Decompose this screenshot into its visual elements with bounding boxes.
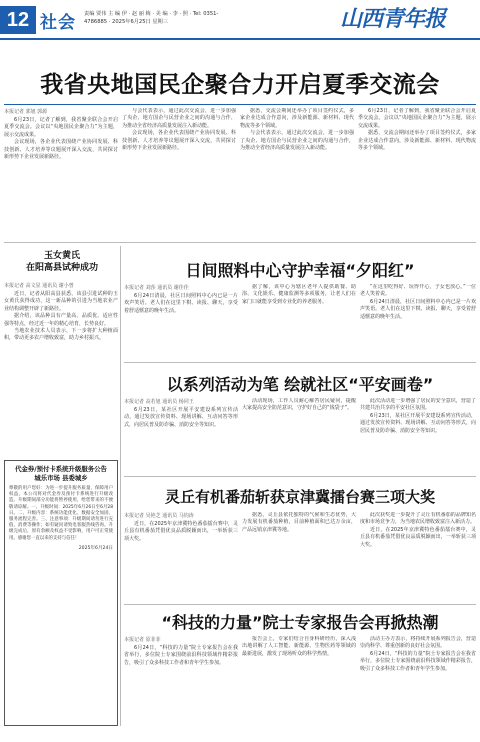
story-left-para: 近日，记者从阳高县获悉，该县引进试种的玉女黄氏获得成功，这一新品种的引进为当地农业产业结构调整开辟了新路径。 — [4, 291, 118, 312]
main-headline: 我省央地国民企聚合力开启夏季交流会 — [40, 72, 440, 98]
story-safety-para: 活动现场，工作人员耐心解答居民疑问，提醒大家提高安全防范意识，守护好自己的“钱袋子”。 — [242, 398, 356, 412]
story-left-para: 当地农业技术人员表示，下一步将扩大种植面积，带动更多农户增收致富，助力乡村振兴。 — [4, 328, 118, 342]
divider — [124, 362, 476, 363]
story-tomato-para: 此次获奖进一步提升了灵丘有机番茄的品牌知名度和市场竞争力，为当地农民增收致富注入新活力。 — [360, 512, 476, 526]
story-main-para: 6月23日，记者了解到，我省聚企联合会开启夏季交流会。会议以“央地国民企聚合力”为主题，展示交流成果。 — [358, 108, 476, 129]
notice-title: 代金券/预付卡系统升级服务公告 城乐市场 县委城乡 — [15, 465, 107, 482]
story-main-col4 — [358, 108, 476, 238]
story-tomato-para: 近日，在2025年京津冀特色番茄擂台赛中，灵丘县有机番茄凭借优良品质脱颖而出，一举斩获三项大奖。 — [124, 521, 238, 542]
story-main-col3 — [240, 108, 354, 238]
newspaper-logo: 山西青年报 — [340, 6, 446, 32]
story-science-col3 — [360, 636, 476, 736]
story-left-body — [4, 282, 118, 454]
story-science-byline: 本报记者 原菲菲 — [124, 637, 161, 643]
story-daycare-para: “在这里吃得好、玩得开心，子女也放心。”一位老人笑着说。 — [360, 284, 476, 298]
story-main-para: 据悉，交流会期间还举办了项目签约仪式，多家企业达成合作意向，涉及新能源、新材料、现代物流等多个领域。 — [240, 108, 354, 129]
story-left-byline: 本报记者 高文显 通讯员 谢小曾 — [4, 283, 74, 289]
story-tomato-col1 — [124, 512, 238, 602]
story-main-col1 — [4, 108, 118, 238]
header-rule — [0, 38, 480, 40]
story-tomato-col3 — [360, 512, 476, 602]
story-science-title: “科技的力量”院士专家报告会再掀热潮 — [161, 613, 439, 632]
story-tomato-byline: 本报记者 吴艳芝 通讯员 马钧涛 — [124, 513, 194, 519]
story-science-para: 6月24日，“科技的力量”院士专家报告会在我省举行，多位院士专家围绕前沿科技领域作精彩报告，吸引了众多科技工作者和青年学生参加。 — [360, 650, 476, 672]
story-science-para: 报告会上，专家们结合自身科研经历，深入浅出地讲解了人工智能、新能源、生物医药等领域的最新进展，激发了现场听众的科学热情。 — [242, 636, 356, 657]
story-daycare-col3 — [360, 284, 476, 358]
story-tomato-col2 — [242, 512, 356, 602]
story-daycare-col1 — [124, 284, 238, 358]
story-science-para: 6月24日，“科技的力量”院士专家报告会在我省举行，多位院士专家围绕前沿科技领域作精彩报告，吸引了众多科技工作者和青年学生参加。 — [124, 645, 238, 666]
story-daycare-byline: 本报记者 刘莎 通讯员 谢佳佳 — [124, 285, 189, 291]
story-left-title-text: 玉女黄氏 在阳高县试种成功 — [25, 251, 98, 273]
story-daycare-para: 6月24日清晨，社区日间照料中心内已是一片欢声笑语。老人们在这里下棋、读报、聊天，享受着舒适惬意的晚年生活。 — [124, 293, 238, 314]
story-main-byline: 本报记者 郭旭 郭源 — [4, 109, 48, 115]
story-main-para: 6月23日，记者了解到，我省聚企联合会开启夏季交流会。会议以“央地国民企聚合力”为主题，展示交流成果。 — [4, 117, 118, 138]
story-safety-para: 此次活动进一步增强了居民的安全意识，营造了共建共治共享的平安社区氛围。 — [360, 398, 476, 412]
story-daycare-para: 据了解，该中心为辖区老年人提供助餐、助浴、文化娱乐、健康监测等多项服务，让老人们在家门口就能享受到专业化的养老服务。 — [242, 284, 356, 305]
notice-box — [4, 460, 118, 726]
section-name: 社会 — [40, 13, 76, 33]
story-safety-title: 以系列活动为笔 绘就社区“平安画卷” — [166, 375, 434, 394]
story-daycare-title: 日间照料中心守护幸福“夕阳红” — [185, 261, 415, 280]
story-main-col2 — [122, 108, 236, 238]
story-safety-para: 6月23日，某社区开展平安建设系列宣传活动，通过发放宣传资料、现场讲解、互动问答等形式，向居民普及防诈骗、消防安全等知识。 — [360, 412, 476, 434]
notice-date: 2025年6月24日 — [78, 545, 113, 551]
masthead — [0, 0, 480, 40]
story-main-para: 会议现场，各企业代表围绕产业协同发展、科技创新、人才培养等议题展开深入交流，共同探讨新形势下企业发展新路径。 — [4, 139, 118, 161]
story-science-col2 — [242, 636, 356, 736]
story-tomato-para: 近日，在2025年京津冀特色番茄擂台赛中，灵丘县有机番茄凭借优良品质脱颖而出，一举斩获三项大奖。 — [360, 526, 476, 548]
story-safety-col3 — [360, 398, 476, 472]
column-divider — [120, 246, 121, 726]
story-science-para: 活动主办方表示，将持续开展系列报告会，营造崇尚科学、尊重创新的良好社会氛围。 — [360, 636, 476, 650]
story-main-para: 据悉，交流会期间还举办了项目签约仪式，多家企业达成合作意向，涉及新能源、新材料、现代物流等多个领域。 — [358, 130, 476, 152]
story-tomato-title: 灵丘有机番茄斩获京津冀擂台赛三项大奖 — [164, 488, 435, 506]
editor-credits: 责编 贾伟 主 编 伊 · 赵 丽 梅 · 美 编 · 李 · 照 · Tel: 0351-4786885 · 2025年6月25日 星期三 — [84, 11, 219, 25]
story-tomato-para: 据悉，灵丘县依托独特的气候和生态优势，大力发展有机番茄种植，目前种植面积已达万余亩，产品远销京津冀等地。 — [242, 512, 356, 533]
story-safety-para: 6月23日，某社区开展平安建设系列宣传活动，通过发放宣传资料、现场讲解、互动问答等形式，向居民普及防诈骗、消防安全等知识。 — [124, 407, 238, 428]
story-main-para: 会议现场，各企业代表围绕产业协同发展、科技创新、人才培养等议题展开深入交流，共同探讨新形势下企业发展新路径。 — [122, 130, 236, 152]
divider — [4, 242, 476, 243]
story-safety-byline: 本报记者 高若旭 通讯员 杨同王 — [124, 399, 194, 405]
story-science-col1 — [124, 636, 238, 736]
story-daycare-col2 — [242, 284, 356, 358]
headline-rule — [4, 104, 476, 105]
story-main-para: 与会代表表示，通过此次交流会，进一步加强了央企、地方国企与民营企业之间的沟通与合作，为推动全省经济高质量发展注入新动能。 — [122, 108, 236, 129]
story-main-para: 与会代表表示，通过此次交流会，进一步加强了央企、地方国企与民营企业之间的沟通与合作，为推动全省经济高质量发展注入新动能。 — [240, 130, 354, 152]
story-daycare-para: 6月24日清晨，社区日间照料中心内已是一片欢声笑语。老人们在这里下棋、读报、聊天，享受着舒适惬意的晚年生活。 — [360, 298, 476, 320]
divider — [124, 476, 476, 477]
divider — [124, 604, 476, 605]
notice-body: 尊敬的用户您好：为进一步提升服务质量，保障用户权益，本公司将对代金券及预付卡系统进行升级改造。升级期间部分功能将暂停使用，给您带来的不便敬请谅解。一、升级时间：2025年6月26日至6月28日。二、升级内容：系统功能优化、数据安全加固、服务流程完善。三、注意事项：升级期间请勿进行充值、消费等操作；如有疑问请致电客服热线咨询。升级完成后，原有余额及权益不受影响，用户可正常使用。感谢您一直以来的支持与信任！ — [9, 486, 113, 541]
story-left-title — [14, 250, 110, 274]
story-safety-col1 — [124, 398, 238, 472]
page-number: 12 — [0, 6, 36, 34]
story-safety-col2 — [242, 398, 356, 472]
story-left-para: 据介绍，该品种具有产量高、品质优、适应性强等特点，经过近一年的精心培育，长势良好。 — [4, 313, 118, 327]
